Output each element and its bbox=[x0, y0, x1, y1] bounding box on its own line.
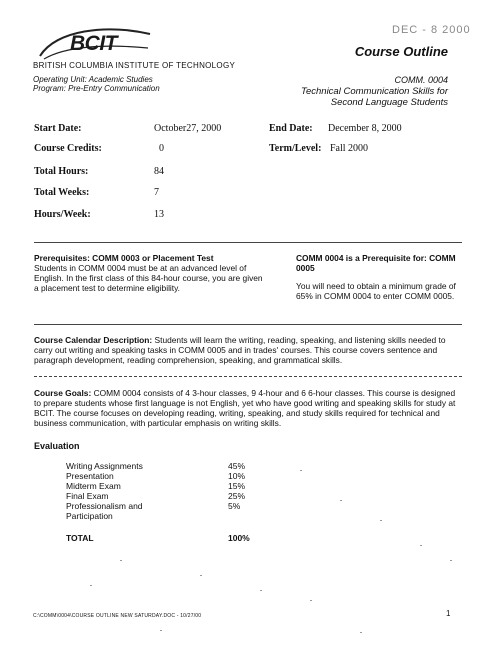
divider bbox=[34, 242, 462, 243]
divider bbox=[34, 376, 462, 377]
footer-file-path: C:\COMM\0004\COURSE OUTLINE NEW SATURDAY.DOC - 10/27/00 bbox=[33, 613, 202, 619]
logo-text: BCIT bbox=[70, 32, 117, 55]
prerequisite-for-heading: COMM 0004 is a Prerequisite for: COMM 0005 bbox=[296, 253, 456, 273]
course-name-line-2: Second Language Students bbox=[330, 97, 448, 108]
operating-unit: Operating Unit: Academic Studies bbox=[33, 75, 153, 84]
total-weeks-value: 7 bbox=[154, 187, 159, 198]
evaluation-total-value: 100% bbox=[228, 533, 250, 543]
start-date-value: October27, 2000 bbox=[154, 123, 222, 134]
start-date-label: Start Date: bbox=[34, 123, 82, 134]
bcit-logo bbox=[36, 26, 154, 62]
prerequisite-for-body: You will need to obtain a minimum grade of 65% in COMM 0004 to enter COMM 0005. bbox=[296, 281, 456, 301]
goals-heading: Course Goals: bbox=[34, 388, 92, 398]
term-value: Fall 2000 bbox=[330, 143, 369, 154]
evaluation-heading: Evaluation bbox=[34, 441, 80, 451]
evaluation-total-label: TOTAL bbox=[66, 533, 94, 543]
document-title: Course Outline bbox=[354, 44, 448, 59]
total-hours-value: 84 bbox=[154, 166, 164, 177]
page-number: 1 bbox=[446, 609, 451, 618]
calendar-body: Students will learn the writing, reading, speaking, and listening skills needed to carry out writing and speaking tasks in COMM 0005 and in trades' courses. This course covers sentence and paragraph development, reading comprehension, speaking, and grammatical skills. bbox=[34, 335, 446, 365]
evaluation-item-weight: 25% bbox=[228, 491, 246, 501]
course-code: COMM. 0004 bbox=[394, 75, 448, 85]
prerequisites-heading: Prerequisites: COMM 0003 or Placement Test bbox=[34, 253, 214, 263]
credits-value: 0 bbox=[159, 143, 164, 154]
goals-body: COMM 0004 consists of 4 3-hour classes, 9 4-hour and 6 6-hour classes. This course is designed to prepare students whose first language is not English, yet who have good writing and speaking skills for study at BCIT. The course focuses on developing reading, writing, speaking, and study skills required for technical and business communication, with particular emphasis on writing skills. bbox=[34, 388, 456, 428]
hours-per-week-value: 13 bbox=[154, 209, 164, 220]
prerequisites-section bbox=[34, 253, 266, 293]
evaluation-item-name: Presentation bbox=[66, 471, 114, 481]
end-date-label: End Date: bbox=[269, 123, 313, 134]
total-hours-label: Total Hours: bbox=[34, 166, 89, 177]
evaluation-item-name: Professionalism and bbox=[66, 501, 143, 511]
evaluation-item-name: Writing Assignments bbox=[66, 461, 143, 471]
evaluation-item-weight: 5% bbox=[228, 501, 241, 511]
evaluation-item-weight: 15% bbox=[228, 481, 246, 491]
credits-label: Course Credits: bbox=[34, 143, 102, 154]
evaluation-item-weight: 45% bbox=[228, 461, 246, 471]
received-stamp: DEC - 8 2000 bbox=[392, 24, 471, 36]
course-name bbox=[301, 86, 448, 108]
end-date-value: December 8, 2000 bbox=[328, 123, 402, 134]
institute-name: BRITISH COLUMBIA INSTITUTE OF TECHNOLOGY bbox=[33, 61, 236, 70]
course-goals bbox=[34, 388, 464, 428]
total-weeks-label: Total Weeks: bbox=[34, 187, 90, 198]
course-name-line-1: Technical Communication Skills for bbox=[301, 86, 448, 97]
program-name: Program: Pre-Entry Communication bbox=[33, 84, 160, 93]
evaluation-item-weight: 10% bbox=[228, 471, 246, 481]
prerequisites-body: Students in COMM 0004 must be at an advanced level of English. In the first class of this 84-hour course, you are given a placement test to determine eligibility. bbox=[34, 263, 263, 293]
divider bbox=[34, 324, 462, 325]
calendar-heading: Course Calendar Description: bbox=[34, 335, 153, 345]
evaluation-item-name: Participation bbox=[66, 511, 113, 521]
term-label: Term/Level: bbox=[269, 143, 322, 154]
prerequisite-for-section bbox=[296, 253, 460, 301]
hours-per-week-label: Hours/Week: bbox=[34, 209, 91, 220]
evaluation-item-name: Midterm Exam bbox=[66, 481, 121, 491]
evaluation-item-name: Final Exam bbox=[66, 491, 109, 501]
calendar-description bbox=[34, 335, 464, 365]
